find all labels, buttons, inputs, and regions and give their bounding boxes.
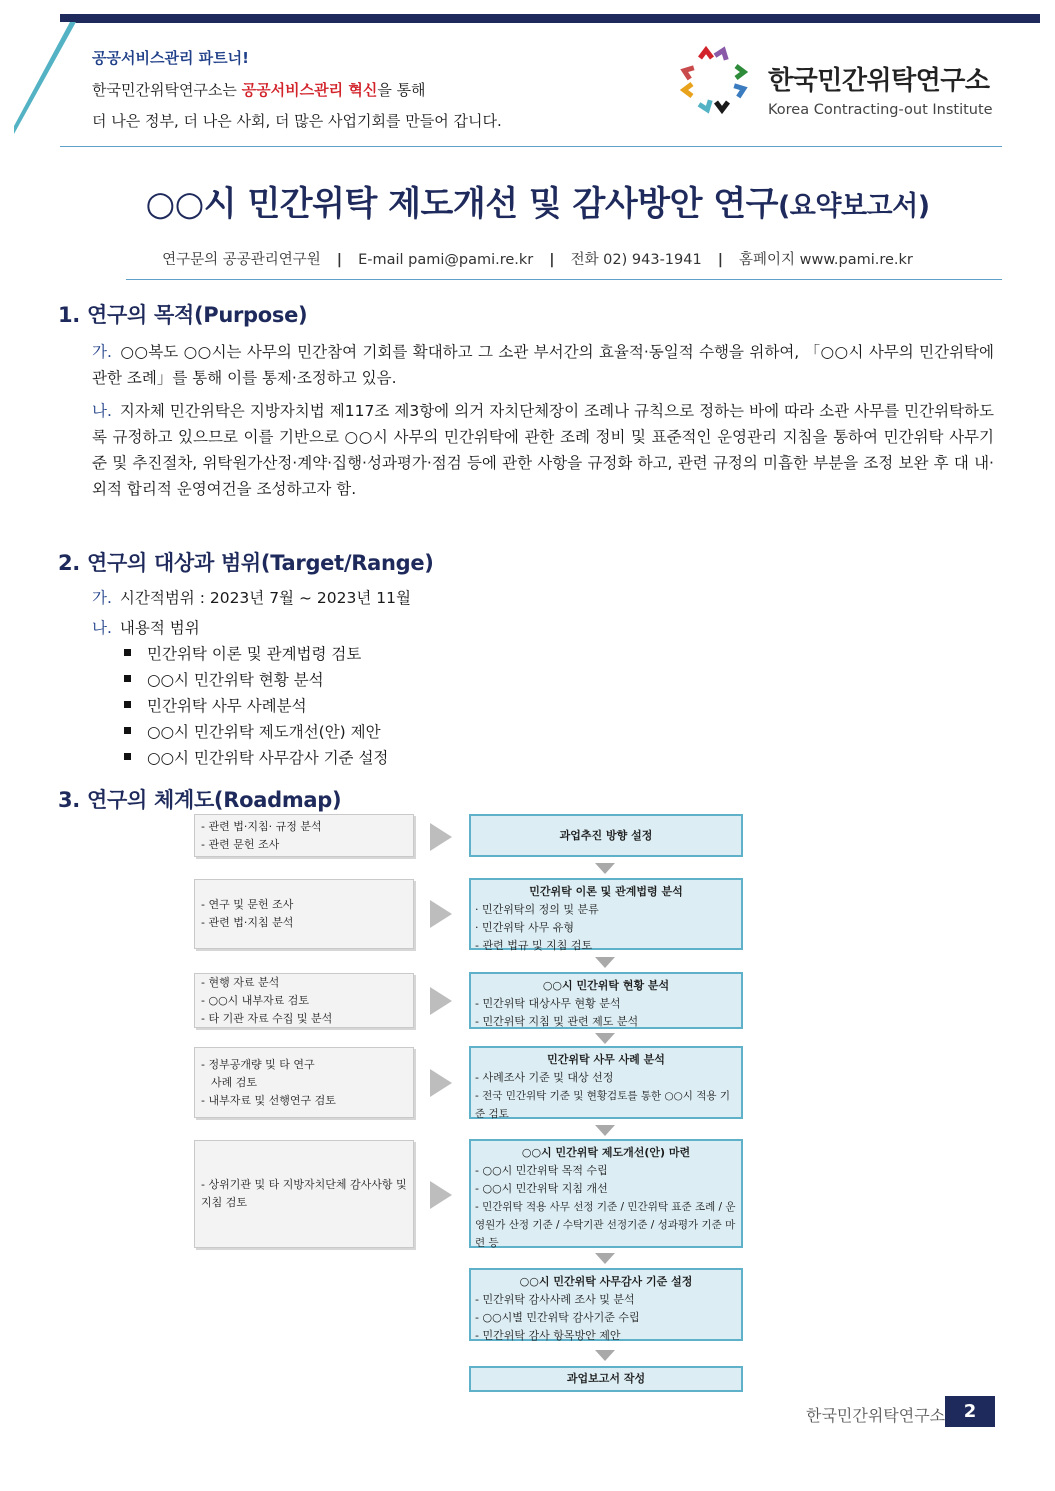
contact-homepage: 홈페이지 www.pami.re.kr: [739, 252, 913, 268]
tagline-mission: 한국민간위탁연구소는 공공서비스관리 혁신을 통해: [92, 81, 426, 99]
down-arrow-icon: [595, 957, 615, 968]
down-arrow-icon: [595, 1033, 615, 1044]
roadmap-step-box: 과업보고서 작성: [469, 1366, 743, 1392]
page-number: 2: [945, 1396, 995, 1427]
roadmap-step-box: 과업추진 방향 설정: [469, 814, 743, 857]
time-scope: 가. 시간적범위 : 2023년 7월 ~ 2023년 11월: [92, 589, 411, 607]
roadmap-step-box: 민간위탁 사무 사례 분석 - 사례조사 기준 및 대상 선정 - 전국 민간위탁 기준 및 현황검토를 통한 ○○시 적용 기준 검토: [469, 1046, 743, 1119]
header-top-bar: [60, 14, 1040, 23]
purpose-item-1: 가. ○○복도 ○○시는 사무의 민간참여 기회를 확대하고 그 소관 부서간의 효율적·동일적 수행을 위하여, 「○○시 사무의 민간위탁에 관한 조례」를 통해 이를 통제·조정하고 있음.: [92, 343, 994, 387]
roadmap-step-box: ○○시 민간위탁 제도개선(안) 마련 - ○○시 민간위탁 목적 수립 - ○○시 민간위탁 지침 개선 - 민간위탁 적용 사무 선정 기준 / 민간위탁 표준 조례 / 운영원가 산정 기준 / 수탁기관 선정기준 / 성과평가 기준 마련 등: [469, 1139, 743, 1248]
institute-logo-icon: [678, 44, 750, 116]
roadmap-method-box: - 관련 법·지침· 규정 분석 - 관련 문헌 조사: [194, 814, 414, 857]
purpose-item-2: 나. 지자체 민간위탁은 지방자치법 제117조 제3항에 의거 자치단체장이 조례나 규칙으로 정하는 바에 따라 소관 사무를 민간위탁하도록 규정하고 있으므로 이를 기반으로 ○○시 사무의 민간위탁에 관한 조례 정비 및 표준적인 운영관리 지침을 통하여 민간위탁 사무기준 및 추진절차, 위탁원가산정·계약·집행·성과평가·점검 등에 관한 사항을 규정화 하고, 관련 규정의 미흡한 부분을 조정 보완 후 대 내·외적 합리적 운영여건을 조성하고자 함.: [92, 402, 994, 498]
scope-bullet: ○○시 민간위탁 제도개선(안) 제안: [124, 720, 381, 742]
scope-bullet: 민간위탁 이론 및 관계법령 검토: [124, 642, 361, 664]
roadmap-method-box: - 연구 및 문헌 조사 - 관련 법·지침 분석: [194, 879, 414, 949]
scope-bullet: 민간위탁 사무 사례분석: [124, 694, 307, 716]
header-corner-mask: [14, 22, 70, 126]
contact-line: 연구문의 공공관리연구원 | E-mail pami@pami.re.kr | 전화 02) 943-1941 | 홈페이지 www.pami.re.kr: [162, 252, 913, 268]
section-3-heading: 3. 연구의 체계도(Roadmap): [58, 788, 342, 812]
contact-email: E-mail pami@pami.re.kr: [358, 252, 534, 268]
logo-name-english: Korea Contracting-out Institute: [768, 102, 993, 118]
content-scope: 나. 내용적 범위: [92, 619, 200, 637]
tagline-partner: 공공서비스관리 파트너!: [92, 49, 249, 67]
down-arrow-icon: [595, 1125, 615, 1136]
down-arrow-icon: [595, 1253, 615, 1264]
roadmap-method-box: - 상위기관 및 타 지방자치단체 감사사항 및 지침 검토: [194, 1140, 414, 1248]
section-2-heading: 2. 연구의 대상과 범위(Target/Range): [58, 551, 434, 575]
down-arrow-icon: [595, 863, 615, 874]
right-arrow-icon: [430, 1181, 452, 1209]
scope-bullet: ○○시 민간위탁 현황 분석: [124, 668, 324, 690]
logo-name-korean: 한국민간위탁연구소: [768, 66, 990, 96]
right-arrow-icon: [430, 987, 452, 1015]
footer-org-name: 한국민간위탁연구소: [806, 1406, 946, 1425]
contact-phone: 전화 02) 943-1941: [570, 252, 702, 268]
roadmap-method-box: - 정부공개량 및 타 연구 사례 검토 - 내부자료 및 선행연구 검토: [194, 1047, 414, 1118]
section-1-heading: 1. 연구의 목적(Purpose): [58, 303, 308, 327]
header-divider: [60, 146, 1002, 147]
right-arrow-icon: [430, 823, 452, 851]
contact-inquiry: 연구문의 공공관리연구원: [162, 252, 321, 268]
tagline-vision: 더 나은 정부, 더 나은 사회, 더 많은 사업기회를 만들어 갑니다.: [92, 112, 502, 130]
contact-divider: [126, 279, 1002, 280]
roadmap-step-box: 민간위탁 이론 및 관계법령 분석 · 민간위탁의 정의 및 분류 · 민간위탁 사무 유형 - 관련 법규 및 지침 검토: [469, 878, 743, 950]
right-arrow-icon: [430, 1069, 452, 1097]
roadmap-step-box: ○○시 민간위탁 현황 분석 - 민간위탁 대상사무 현황 분석 - 민간위탁 지침 및 관련 제도 분석: [469, 972, 743, 1029]
scope-bullet: ○○시 민간위탁 사무감사 기준 설정: [124, 746, 388, 768]
report-title: ○○시 민간위탁 제도개선 및 감사방안 연구(요약보고서): [145, 184, 930, 224]
roadmap-method-box: - 현행 자료 분석 - ○○시 내부자료 검토 - 타 기관 자료 수집 및 분석: [194, 973, 414, 1028]
right-arrow-icon: [430, 900, 452, 928]
roadmap-step-box: ○○시 민간위탁 사무감사 기준 설정 - 민간위탁 감사사례 조사 및 분석 - ○○시별 민간위탁 감사기준 수립 - 민간위탁 감사 항목방안 제안: [469, 1268, 743, 1341]
down-arrow-icon: [595, 1350, 615, 1361]
